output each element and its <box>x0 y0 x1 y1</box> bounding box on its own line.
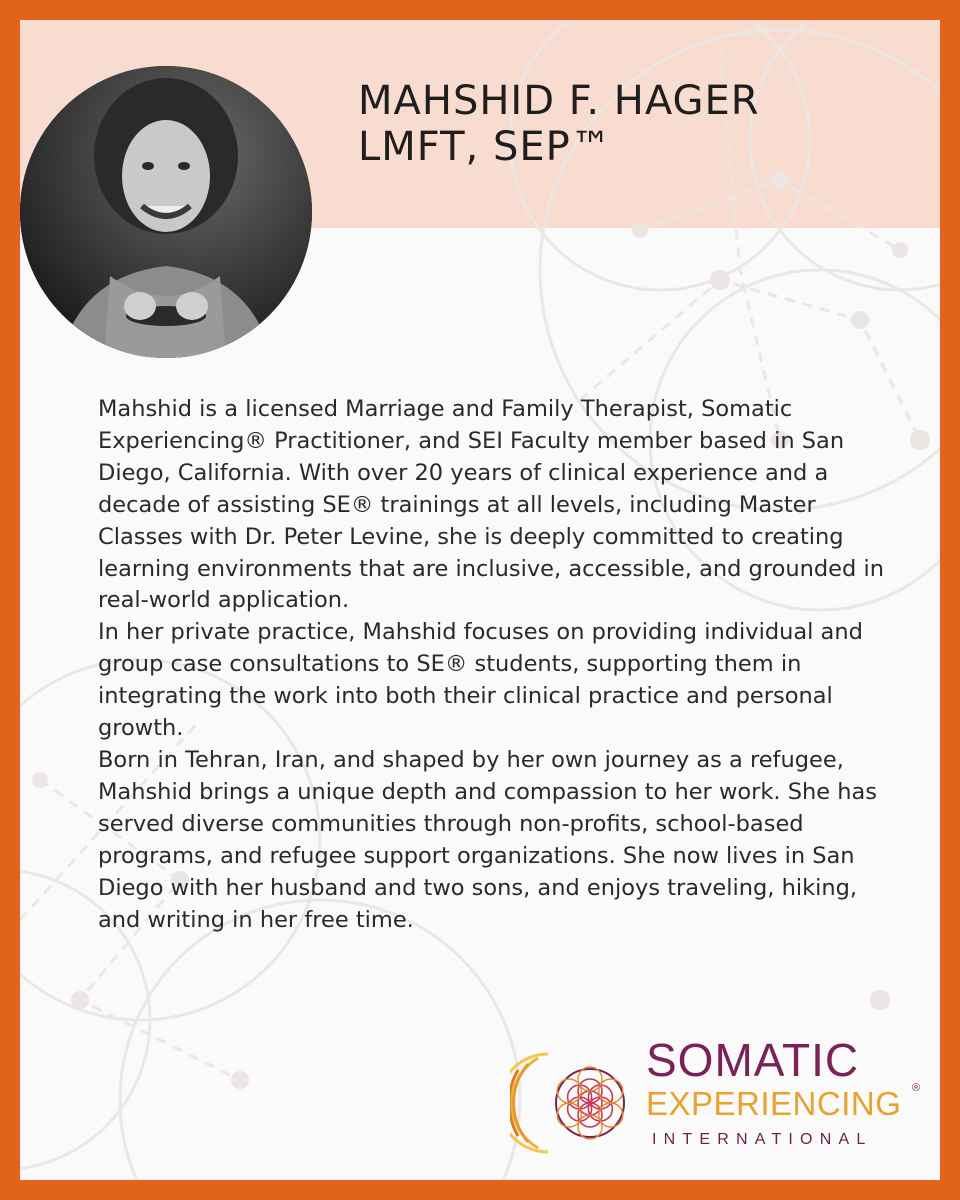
logo-international: INTERNATIONAL <box>652 1131 873 1148</box>
logo-somatic: SOMATIC <box>646 1034 860 1086</box>
profile-name: MAHSHID F. HAGER <box>358 78 760 124</box>
logo-experiencing: EXPERIENCING <box>646 1085 902 1122</box>
bio-paragraph: Mahshid is a licensed Marriage and Family Therapist, Somatic Experiencing® Practitioner, and SEI Faculty member based in San Diego, California. With over 20 years of clinical experience and a decade of assisting SE® trainings at all levels, including Master Classes with Dr. Peter Levine, she is deeply committed to creating learning environments that are inclusive, accessible, and grounded in real-world application. <box>98 396 884 614</box>
bio-paragraph: In her private practice, Mahshid focuses on providing individual and group case consultations to SE® students, supporting them in integrating the work into both their clinical practice and personal growth. <box>98 619 863 742</box>
profile-heading <box>358 78 760 170</box>
profile-card <box>20 20 940 1180</box>
portrait-photo <box>20 66 312 358</box>
flower-of-life-icon <box>510 1048 634 1158</box>
bio-text <box>98 394 898 936</box>
logo-registered-mark: ® <box>912 1082 921 1094</box>
profile-credentials: LMFT, SEP™ <box>358 124 612 170</box>
somatic-experiencing-logo <box>510 1030 930 1170</box>
bio-paragraph: Born in Tehran, Iran, and shaped by her own journey as a refugee, Mahshid brings a unique depth and compassion to her work. She has served diverse communities through non-profits, school-based programs, and refugee support organizations. She now lives in San Diego with her husband and two sons, and enjoys traveling, hiking, and writing in her free time. <box>98 746 878 933</box>
